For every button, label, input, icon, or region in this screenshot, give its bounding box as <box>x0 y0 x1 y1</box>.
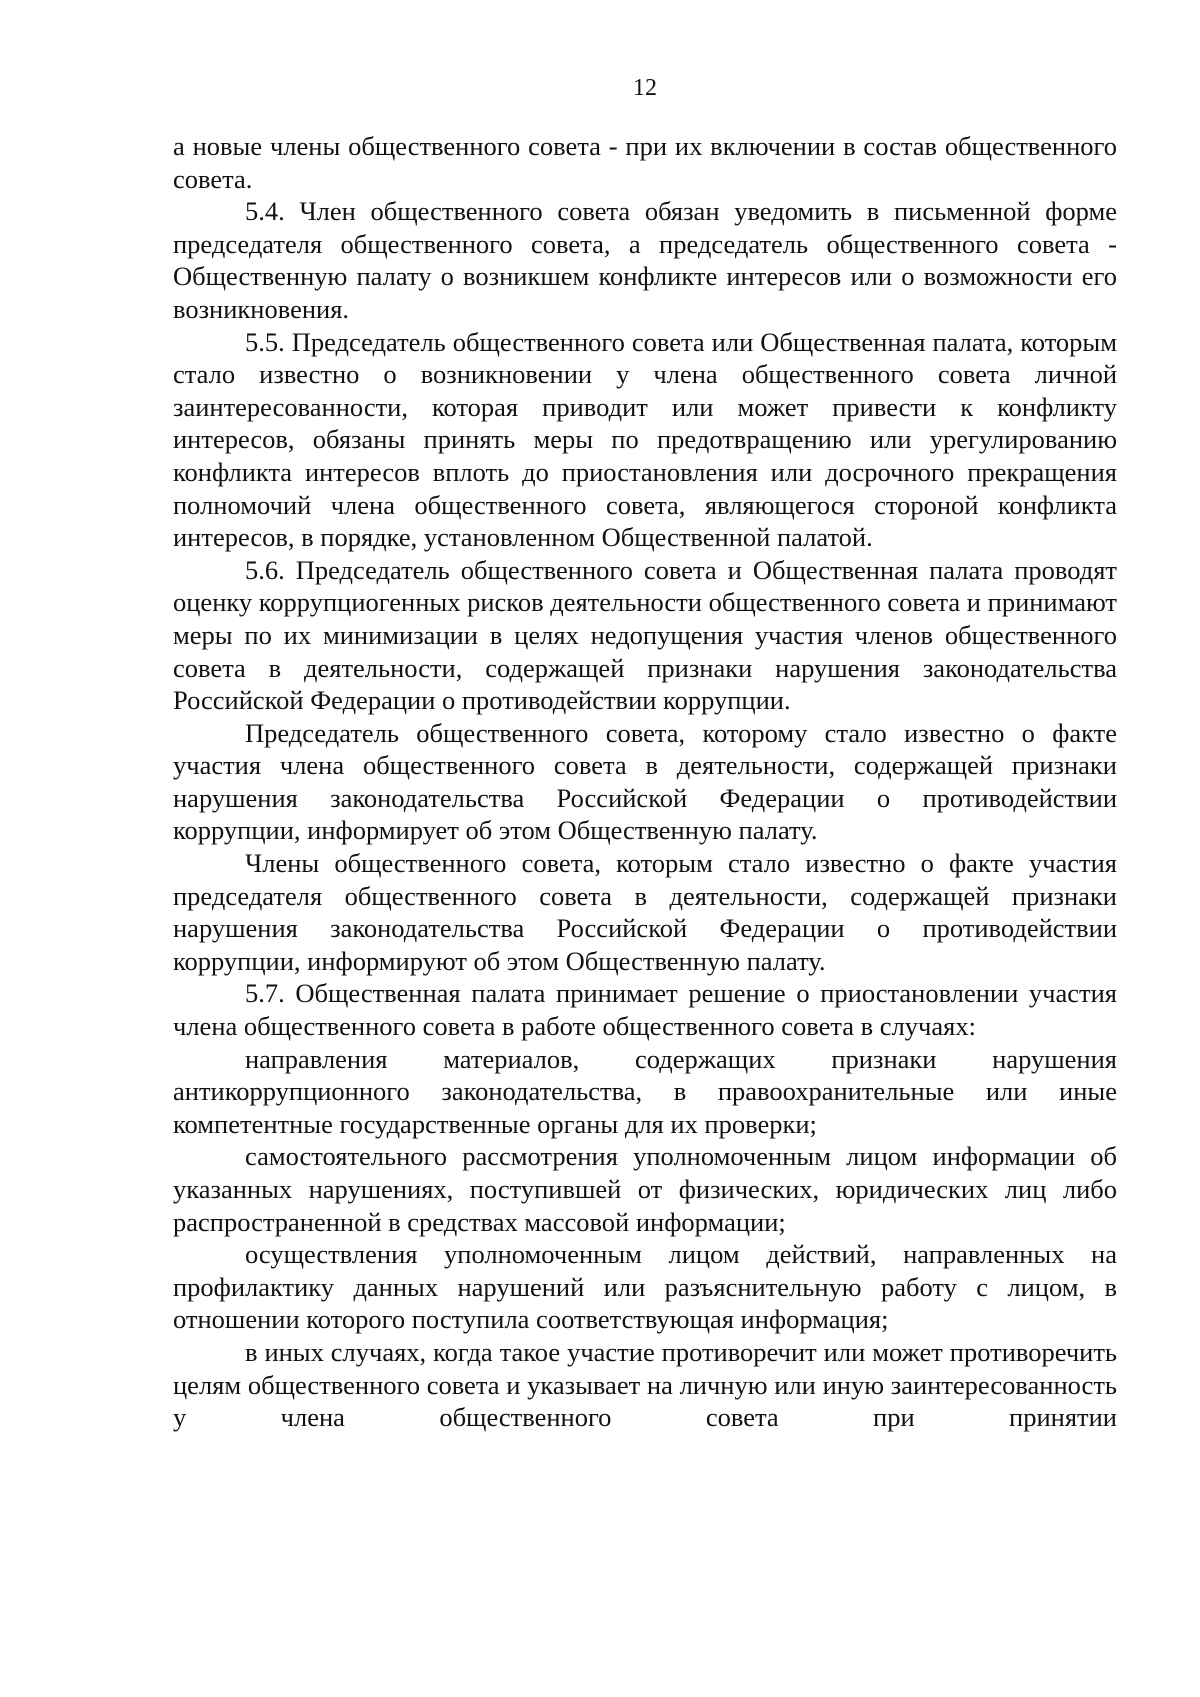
paragraph-5-4: 5.4. Член общественного совета обязан уведомить в письменной форме председателя общественного совета, а председатель общественного совета - Общественную палату о возникшем конфликте интересов или о возможности его возникновения. <box>173 196 1117 324</box>
document-body <box>173 130 1117 1434</box>
list-item-independent-review: самостоятельного рассмотрения уполномоченным лицом информации об указанных нарушениях, поступившей от физических, юридических лиц либо распространенной в средствах массовой информации; <box>173 1141 1117 1237</box>
paragraph-continuation: а новые члены общественного совета - при их включении в состав общественного совета. <box>173 131 1117 194</box>
paragraph-5-5: 5.5. Председатель общественного совета или Общественная палата, которым стало известно о возникновении у члена общественного совета личной заинтересованности, которая приводит или может привести к конфликту интересов, обязаны принять меры по предотвращению или урегулированию конфликта интересов вплоть до приостановления или досрочного прекращения полномочий члена общественного совета, являющегося стороной конфликта интересов, в порядке, установленном Общественной палатой. <box>173 326 1117 553</box>
paragraph-chairman-informs: Председатель общественного совета, которому стало известно о факте участия члена общественного совета в деятельности, содержащей признаки нарушения законодательства Российской Федерации о противодействии коррупции, информирует об этом Общественную палату. <box>173 717 1117 846</box>
list-item-prevention-actions: осуществления уполномоченным лицом действий, направленных на профилактику данных нарушений или разъяснительную работу с лицом, в отношении которого поступила соответствующая информация; <box>173 1239 1117 1335</box>
paragraph-5-7: 5.7. Общественная палата принимает решение о приостановлении участия члена общественного совета в работе общественного совета в случаях: <box>173 978 1117 1042</box>
list-item-referral: направления материалов, содержащих признаки нарушения антикоррупционного законодательства, в правоохранительные или иные компетентные государственные органы для их проверки; <box>173 1043 1117 1139</box>
page-number: 12 <box>633 75 657 101</box>
list-item-other-cases: в иных случаях, когда такое участие противоречит или может противоречить целям общественного совета и указывает на личную или иную заинтересованность у члена общественного совета при принятии <box>173 1336 1117 1433</box>
paragraph-5-6: 5.6. Председатель общественного совета и Общественная палата проводят оценку коррупциогенных рисков деятельности общественного совета и принимают меры по их минимизации в целях недопущения участия членов общественного совета в деятельности, содержащей признаки нарушения законодательства Российской Федерации о противодействии коррупции. <box>173 554 1117 716</box>
paragraph-members-inform: Члены общественного совета, которым стало известно о факте участия председателя общественного совета в деятельности, содержащей признаки нарушения законодательства Российской Федерации о противодействии коррупции, информируют об этом Общественную палату. <box>173 848 1117 976</box>
